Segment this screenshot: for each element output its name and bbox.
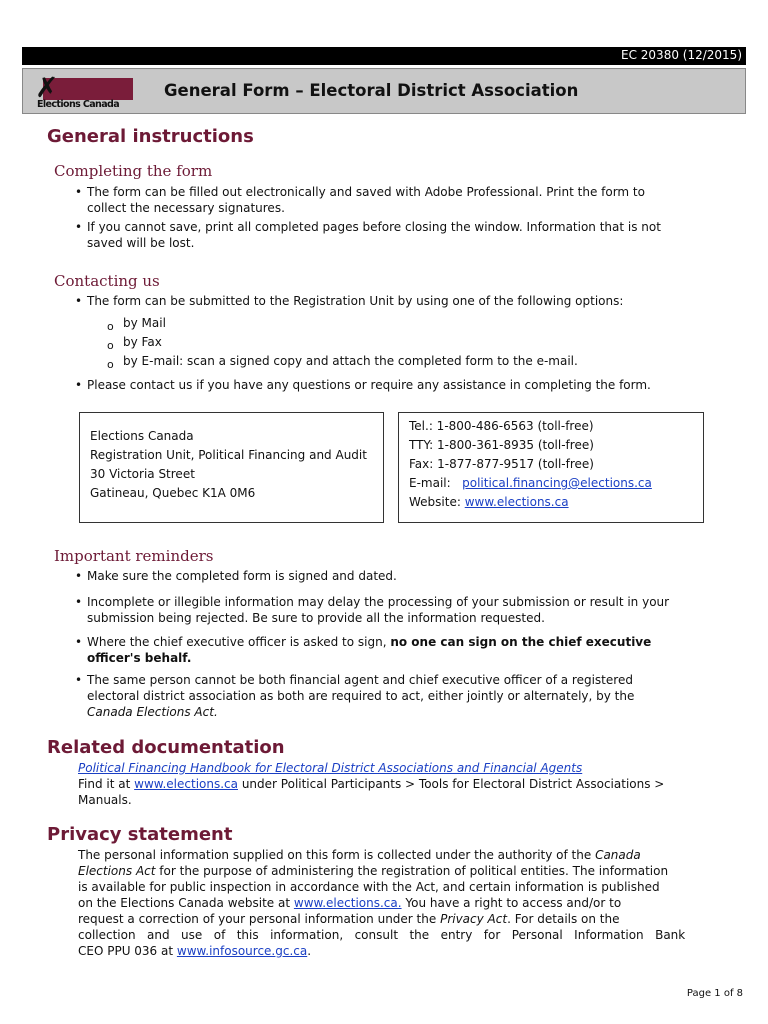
fax-line: Fax: 1-877-877-9517 (toll-free)	[409, 457, 594, 471]
address-line: Registration Unit, Political Financing and Audit	[90, 448, 367, 462]
phone-line: Tel.: 1-800-486-6563 (toll-free)	[409, 419, 594, 433]
related-documentation-heading: Related documentation	[47, 737, 285, 758]
handbook-link[interactable]: Political Financing Handbook for Electoral District Associations and Financial Agents	[78, 761, 583, 775]
list-item: • Incomplete or illegible information may delay the processing of your submission or result in your submission being rejected. Be sure to provide all the information requested.	[75, 595, 670, 625]
tty-line: TTY: 1-800-361-8935 (toll-free)	[409, 438, 594, 452]
list-item: • Make sure the completed form is signed and dated.	[75, 569, 397, 583]
completing-form-heading: Completing the form	[54, 162, 213, 180]
address-line: Gatineau, Quebec K1A 0M6	[90, 486, 256, 500]
circle-bullet-icon: o	[107, 339, 114, 352]
email-link[interactable]: political.financing@elections.ca	[462, 476, 652, 490]
form-code: EC 20380 (12/2015)	[621, 48, 742, 62]
list-item: • Please contact us if you have any questions or require any assistance in completing the form.	[75, 378, 651, 392]
page-title: General Form – Electoral District Association	[164, 81, 579, 100]
list-item: • The form can be submitted to the Registration Unit by using one of the following options:	[75, 294, 624, 308]
logo-text: Elections Canada	[37, 99, 120, 110]
elections-canada-logo	[33, 73, 133, 111]
contacting-us-heading: Contacting us	[54, 272, 160, 290]
page-number: Page 1 of 8	[686, 988, 743, 999]
mailing-address-box	[79, 412, 384, 523]
circle-bullet-icon: o	[107, 358, 114, 371]
list-item: • The same person cannot be both financial agent and chief executive officer of a registered electoral district association as both are required to act, either jointly or alternately, by the Canada Elections Act.	[75, 673, 635, 719]
list-item: • The form can be filled out electronically and saved with Adobe Professional. Print the form to collect the necessary signatures.	[75, 185, 645, 215]
form-code-bar	[22, 47, 746, 65]
address-line: 30 Victoria Street	[90, 467, 195, 481]
list-item: • If you cannot save, print all completed pages before closing the window. Information that is not saved will be lost.	[75, 220, 661, 250]
infosource-link[interactable]: www.infosource.gc.ca	[176, 944, 308, 958]
privacy-statement-heading: Privacy statement	[47, 824, 233, 845]
header-banner	[22, 68, 746, 114]
address-line: Elections Canada	[90, 429, 194, 443]
logo-x-icon: ✗	[35, 71, 59, 104]
privacy-text: The personal information supplied on this form is collected under the authority of the Canada Elections Act for the purpose of administering the registration of political entities. The information is available for public inspection in accordance with the Act, and certain information is published on the Elections Canada website at www.elections.ca. You have a right to access and/or to request a correction of your personal information under the Privacy Act. For details on the collection and use of this information, consult the entry for Personal Information Bank CEO PPU 036 at www.infosource.gc.ca.	[78, 848, 686, 958]
related-doc-text: Political Financing Handbook for Electoral District Associations and Financial Agents Find it at www.elections.ca under Political Participants > Tools for Electoral District Associations > Manuals.	[78, 761, 665, 807]
email-line: E-mail: political.financing@elections.ca	[409, 476, 652, 490]
list-item: • Where the chief executive officer is asked to sign, no one can sign on the chief executive officer's behalf.	[75, 635, 652, 665]
elections-link[interactable]: www.elections.ca.	[293, 896, 402, 910]
contact-info-box	[398, 412, 704, 523]
general-instructions-heading: General instructions	[47, 126, 254, 147]
website-line: Website: www.elections.ca	[409, 495, 569, 509]
website-link[interactable]: www.elections.ca	[464, 495, 569, 509]
circle-bullet-icon: o	[107, 320, 114, 333]
elections-link[interactable]: www.elections.ca	[134, 777, 238, 791]
important-reminders-heading: Important reminders	[54, 547, 214, 565]
